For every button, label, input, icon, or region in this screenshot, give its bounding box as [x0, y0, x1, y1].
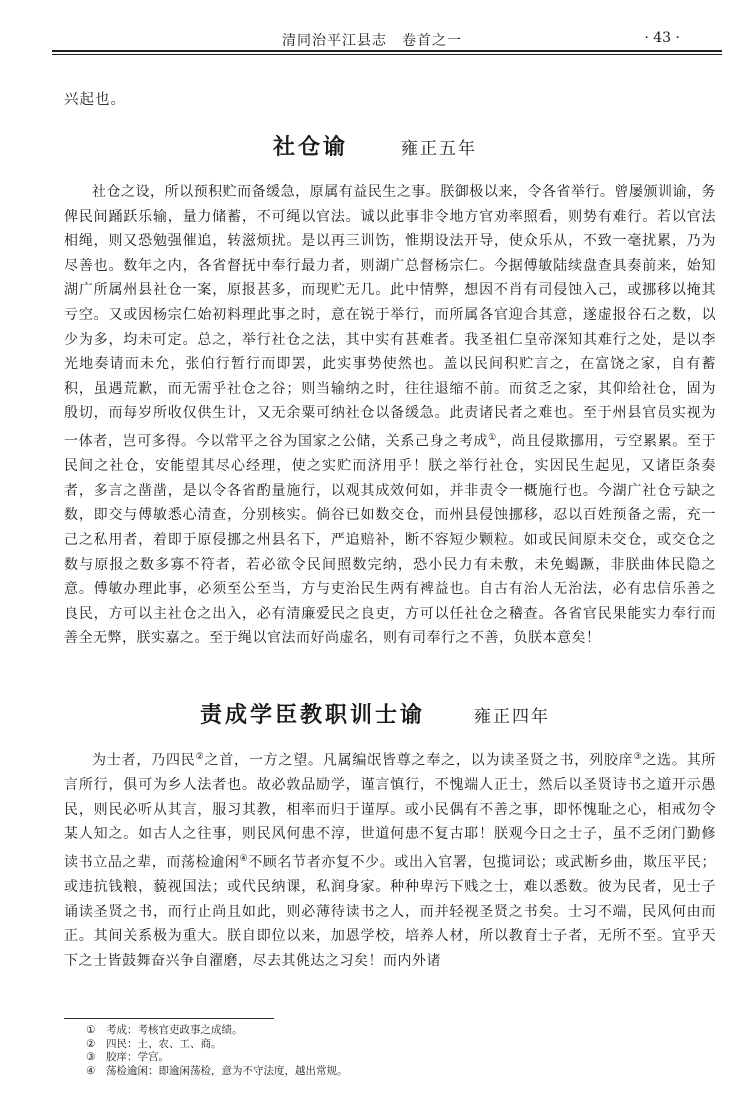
- footnote-ref-2[interactable]: ②: [195, 752, 205, 762]
- footnote-ref-1[interactable]: ①: [488, 432, 497, 443]
- continuation-text: 兴起也。: [64, 92, 126, 108]
- footnote-ref-4[interactable]: ④: [239, 854, 249, 865]
- section-title: 责成学臣教职训士谕: [199, 702, 425, 728]
- footnotes: [86, 1024, 348, 1078]
- section-date: 雍正四年: [474, 707, 551, 727]
- header-title: 清同治平江县志 卷首之一: [282, 33, 462, 49]
- footnote-mark: ①: [86, 1024, 96, 1036]
- footnote-mark: ②: [86, 1037, 96, 1050]
- body-text: 不顾名节者亦复不少。或出入官署，包揽词讼；或武断乡曲，欺压平民；或违抗钱粮，藐视国法；或代民纳课，私润身家。种种卑污下贱之士，难以悉数。彼为民者，见士子诵读圣贤之书，而行止尚且如此，则必薄待读书之人，而并轻视圣贤之书矣。士习不端，民风何由而正。其间关系极为重大。朕自即位以来，加恩学校，培养人材，所以教育士子者，无所不至。宜乎天下之士皆鼓舞奋兴争自濯磨，尽去其佻达之习矣！而内外诸: [64, 854, 717, 970]
- section-heading-xunshi: [0, 698, 750, 729]
- footnote-mark: ③: [86, 1051, 96, 1064]
- body-text: 社仓之设，所以预积贮而备缓急，原属有益民生之事。朕御极以来，令各省举行。曾屡颁训谕，务俾民间踊跃乐输，量力储蓄，不可绳以官法。诚以此事非令地方官劝率照看，则势有难行。若以官法相绳，则又恐勉强催追，转滋烦扰。是以再三训饬，惟期设法开导，使众乐从，不致一毫扰累，乃为尽善也。数年之内，各省督抚中奉行最力者，则湖广总督杨宗仁。今据傅敏陆续盘查具奏前来，始知湖广所属州县社仓一案，原报甚多，而现贮无几。此中情弊，想因不肖有司侵蚀入己，或挪移以掩其亏空。又或因杨宗仁始初料理此事之时，意在锐于举行，而所属各官迎合其意，遂虚报谷石之数，以少为多，均未可定。总之，举行社仓之法，其中实有甚难者。我圣祖仁皇帝深知其难行之处，是以李光地奏请而未允，张伯行暂行而即罢，此实事势使然也。盖以民间积贮言之，在富饶之家，自有蓄积，虽遇荒歉，而无需乎社仓之谷；则当输纳之时，往往退缩不前。而贫乏之家，其仰给社仓，固为殷切，而每岁所收仅供生计，又无余粟可纳社仓以备缓急。此责诸民者之难也。至于州县官员实视为一体者，岂可多得。今以常平之谷为国家之公储，关系己身之考成: [64, 184, 716, 450]
- footnote: [86, 1051, 348, 1065]
- footnote: [86, 1024, 348, 1038]
- section-date: 雍正五年: [401, 139, 478, 159]
- footnote-ref-3[interactable]: ③: [633, 752, 643, 762]
- footnote-text: 考成：考核官吏政事之成绩。: [106, 1024, 243, 1036]
- section-body-shecang: [64, 180, 716, 651]
- footnote-rule: [64, 1018, 274, 1019]
- page-number: · 43 ·: [644, 30, 680, 46]
- footnote-mark: ④: [86, 1064, 96, 1077]
- section-body-xunshi: [64, 745, 716, 974]
- body-text: 之选。其所言所行，俱可为乡人法者也。故必敦品励学，谨言慎行，不愧端人正士，然后以圣贤诗书之道开示愚民，则民必听从其言，服习其教，相率而归于谨厚。或小民偶有不善之事，即怀愧耻之心，相戒勿令某人知之。如古人之往事，则民风何患不淳，世道何患不复古耶！朕观今日之士子，虽不乏闭门勤修读书立品之辈，而荡检逾闲: [64, 752, 717, 871]
- footnote-text: 胶庠：学宫。: [106, 1051, 169, 1064]
- header-rule-thin: [52, 54, 722, 55]
- body-text: ，尚且侵欺挪用，亏空累累。至于民间之社仓，安能望其尽心经理，使之实贮而济用乎！朕之举行社仓，实因民生起见，又诸臣条奏者，多言之凿凿，是以令各省酌量施行，以观其成效何如，并非责令一概施行也。今湖广社仓亏缺之数，即交与傅敏悉心清查，分别核实。倘谷已如数交仓，而州县侵蚀挪移，忍以百姓预备之需，充一己之私用者，着即于原侵挪之州县名下，严追赔补，断不容短少颗粒。如或民间原未交仓，或交仓之数与原报之数多寡不符者，若必欲令民间照数完纳，恐小民力有未敷，未免蝎蹶，非朕曲体民隐之意。傅敏办理此事，必须至公至当，方与吏治民生两有裨益也。自古有治人无治法，必有忠信乐善之良民，方可以主社仓之出入，必有清廉爱民之良吏，方可以任社仓之稽查。各省官民果能实力奉行而善全无弊，朕实嘉之。至于绳以官法而好尚虚名，则有司奉行之不善，负朕本意矣！: [64, 433, 717, 647]
- header-rule: [52, 50, 722, 52]
- running-header: [56, 26, 718, 48]
- section-title: 社仓谕: [272, 134, 348, 160]
- section-heading-shecang: [0, 130, 750, 161]
- footnote-text: 荡检逾闲：即逾闲荡检，意为不守法度，越出常规。: [106, 1064, 348, 1077]
- footnote: [86, 1038, 348, 1052]
- footnote-text: 四民：士、农、工、商。: [106, 1037, 222, 1050]
- body-text: 之首，一方之望。凡属编氓皆尊之奉之，以为读圣贤之书，列胶庠: [204, 752, 634, 769]
- body-text: 为士者，乃四民: [92, 752, 196, 769]
- footnote: [86, 1065, 348, 1079]
